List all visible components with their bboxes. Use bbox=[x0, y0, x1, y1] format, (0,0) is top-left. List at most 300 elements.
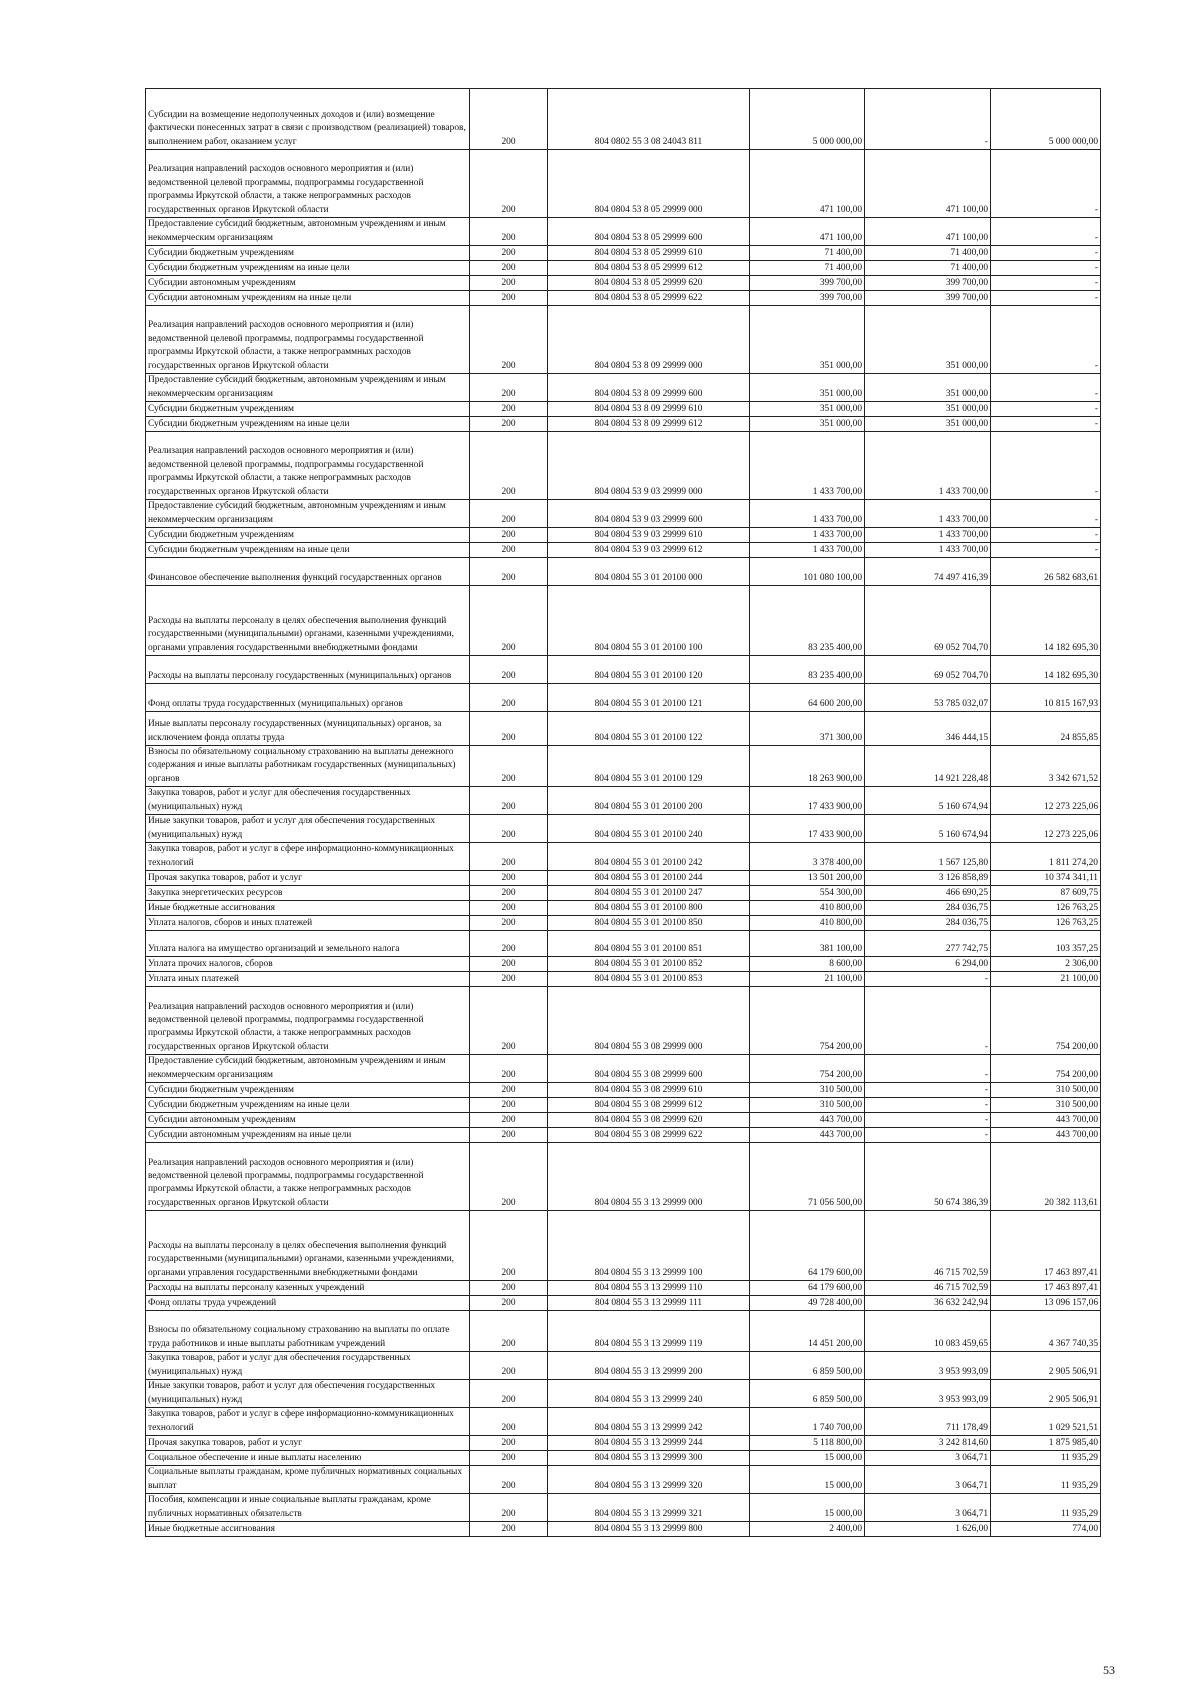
row-rest-cell: 443 700,00 bbox=[991, 1128, 1101, 1143]
row-name-cell: Уплата прочих налогов, сборов bbox=[146, 957, 470, 972]
row-name-cell: Субсидии на возмещение недополученных доходов и (или) возмещение фактически понесенных затрат в связи с производством (реализацией) товаров, выполнением работ, оказанием услуг bbox=[146, 89, 470, 150]
row-done-cell: 399 700,00 bbox=[865, 291, 991, 306]
row-plan-cell: 18 263 900,00 bbox=[750, 746, 865, 787]
row-kbk-cell: 804 0804 55 3 01 20100 800 bbox=[548, 901, 750, 916]
row-done-cell: 69 052 704,70 bbox=[865, 656, 991, 684]
row-kbk-cell: 804 0804 55 3 01 20100 242 bbox=[548, 843, 750, 871]
row-kbk-cell: 804 0804 55 3 13 29999 100 bbox=[548, 1211, 750, 1281]
row-rest-cell: 126 763,25 bbox=[991, 916, 1101, 931]
row-plan-cell: 351 000,00 bbox=[750, 402, 865, 417]
row-code-cell: 200 bbox=[470, 586, 548, 656]
table-row bbox=[146, 746, 1101, 787]
table-row bbox=[146, 843, 1101, 871]
row-name-cell: Реализация направлений расходов основного мероприятия и (или) ведомственной целевой программы, подпрограммы государственной программы Иркутской области, а также непрограммных расходов государственных органов Иркутской области bbox=[146, 432, 470, 500]
table-row bbox=[146, 1211, 1101, 1281]
row-plan-cell: 554 300,00 bbox=[750, 886, 865, 901]
row-kbk-cell: 804 0804 55 3 13 29999 321 bbox=[548, 1494, 750, 1522]
row-plan-cell: 410 800,00 bbox=[750, 916, 865, 931]
row-done-cell: 46 715 702,59 bbox=[865, 1211, 991, 1281]
row-kbk-cell: 804 0804 53 8 05 29999 610 bbox=[548, 246, 750, 261]
row-rest-cell: 11 935,29 bbox=[991, 1466, 1101, 1494]
row-rest-cell: - bbox=[991, 261, 1101, 276]
row-rest-cell: 10 815 167,93 bbox=[991, 684, 1101, 712]
row-kbk-cell: 804 0804 55 3 01 20100 247 bbox=[548, 886, 750, 901]
row-name-cell: Предоставление субсидий бюджетным, автономным учреждениям и иным некоммерческим организациям bbox=[146, 374, 470, 402]
row-code-cell: 200 bbox=[470, 432, 548, 500]
table-row bbox=[146, 1380, 1101, 1408]
row-kbk-cell: 804 0804 55 3 08 29999 600 bbox=[548, 1055, 750, 1083]
row-done-cell: 471 100,00 bbox=[865, 218, 991, 246]
table-row bbox=[146, 815, 1101, 843]
table-row bbox=[146, 402, 1101, 417]
row-code-cell: 200 bbox=[470, 1128, 548, 1143]
budget-execution-table bbox=[145, 88, 1101, 1537]
row-plan-cell: 1 433 700,00 bbox=[750, 432, 865, 500]
row-code-cell: 200 bbox=[470, 1451, 548, 1466]
row-rest-cell: - bbox=[991, 218, 1101, 246]
table-row bbox=[146, 150, 1101, 218]
row-done-cell: 1 433 700,00 bbox=[865, 528, 991, 543]
row-rest-cell: 103 357,25 bbox=[991, 931, 1101, 957]
row-kbk-cell: 804 0804 53 8 05 29999 620 bbox=[548, 276, 750, 291]
table-row bbox=[146, 1281, 1101, 1296]
row-rest-cell: - bbox=[991, 306, 1101, 374]
row-done-cell: - bbox=[865, 1083, 991, 1098]
table-row bbox=[146, 957, 1101, 972]
table-row bbox=[146, 558, 1101, 586]
table-row bbox=[146, 1083, 1101, 1098]
table-row bbox=[146, 1311, 1101, 1352]
row-code-cell: 200 bbox=[470, 886, 548, 901]
row-kbk-cell: 804 0804 55 3 01 20100 853 bbox=[548, 972, 750, 987]
row-plan-cell: 310 500,00 bbox=[750, 1083, 865, 1098]
row-rest-cell: 87 609,75 bbox=[991, 886, 1101, 901]
row-kbk-cell: 804 0804 55 3 01 20100 122 bbox=[548, 712, 750, 746]
row-rest-cell: 11 935,29 bbox=[991, 1494, 1101, 1522]
row-kbk-cell: 804 0804 55 3 13 29999 000 bbox=[548, 1143, 750, 1211]
row-plan-cell: 399 700,00 bbox=[750, 276, 865, 291]
row-plan-cell: 381 100,00 bbox=[750, 931, 865, 957]
table-row bbox=[146, 291, 1101, 306]
row-code-cell: 200 bbox=[470, 1113, 548, 1128]
row-plan-cell: 49 728 400,00 bbox=[750, 1296, 865, 1311]
row-done-cell: 36 632 242,94 bbox=[865, 1296, 991, 1311]
row-plan-cell: 471 100,00 bbox=[750, 218, 865, 246]
row-plan-cell: 101 080 100,00 bbox=[750, 558, 865, 586]
row-kbk-cell: 804 0804 55 3 01 20100 121 bbox=[548, 684, 750, 712]
row-code-cell: 200 bbox=[470, 916, 548, 931]
row-plan-cell: 1 433 700,00 bbox=[750, 528, 865, 543]
row-code-cell: 200 bbox=[470, 815, 548, 843]
row-plan-cell: 2 400,00 bbox=[750, 1522, 865, 1537]
row-code-cell: 200 bbox=[470, 1380, 548, 1408]
row-code-cell: 200 bbox=[470, 306, 548, 374]
row-rest-cell: 5 000 000,00 bbox=[991, 89, 1101, 150]
row-done-cell: 284 036,75 bbox=[865, 901, 991, 916]
row-rest-cell: - bbox=[991, 500, 1101, 528]
row-kbk-cell: 804 0804 53 8 05 29999 622 bbox=[548, 291, 750, 306]
row-name-cell: Уплата иных платежей bbox=[146, 972, 470, 987]
row-kbk-cell: 804 0804 55 3 01 20100 129 bbox=[548, 746, 750, 787]
row-code-cell: 200 bbox=[470, 901, 548, 916]
row-plan-cell: 351 000,00 bbox=[750, 306, 865, 374]
row-name-cell: Социальное обеспечение и иные выплаты населению bbox=[146, 1451, 470, 1466]
row-done-cell: - bbox=[865, 1128, 991, 1143]
row-done-cell: 71 400,00 bbox=[865, 246, 991, 261]
row-plan-cell: 471 100,00 bbox=[750, 150, 865, 218]
row-plan-cell: 1 433 700,00 bbox=[750, 543, 865, 558]
table-row bbox=[146, 89, 1101, 150]
table-row bbox=[146, 543, 1101, 558]
row-done-cell: 351 000,00 bbox=[865, 374, 991, 402]
table-row bbox=[146, 246, 1101, 261]
row-rest-cell: 26 582 683,61 bbox=[991, 558, 1101, 586]
row-kbk-cell: 804 0804 55 3 01 20100 240 bbox=[548, 815, 750, 843]
row-name-cell: Расходы на выплаты персоналу в целях обеспечения выполнения функций государственными (муниципальными) органами, казенными учреждениями, органами управления государственными внебюджетными фондами bbox=[146, 586, 470, 656]
row-code-cell: 200 bbox=[470, 291, 548, 306]
row-done-cell: - bbox=[865, 1113, 991, 1128]
row-code-cell: 200 bbox=[470, 1311, 548, 1352]
row-kbk-cell: 804 0804 53 8 05 29999 000 bbox=[548, 150, 750, 218]
row-plan-cell: 8 600,00 bbox=[750, 957, 865, 972]
row-kbk-cell: 804 0804 53 8 09 29999 000 bbox=[548, 306, 750, 374]
row-code-cell: 200 bbox=[470, 987, 548, 1055]
row-plan-cell: 14 451 200,00 bbox=[750, 1311, 865, 1352]
row-rest-cell: 10 374 341,11 bbox=[991, 871, 1101, 886]
table-row bbox=[146, 916, 1101, 931]
row-rest-cell: 20 382 113,61 bbox=[991, 1143, 1101, 1211]
row-name-cell: Субсидии бюджетным учреждениям bbox=[146, 528, 470, 543]
table-row bbox=[146, 1055, 1101, 1083]
table-row bbox=[146, 1466, 1101, 1494]
row-name-cell: Закупка товаров, работ и услуг для обеспечения государственных (муниципальных) нужд bbox=[146, 787, 470, 815]
row-kbk-cell: 804 0804 53 8 05 29999 600 bbox=[548, 218, 750, 246]
row-plan-cell: 351 000,00 bbox=[750, 417, 865, 432]
row-name-cell: Взносы по обязательному социальному страхованию на выплаты денежного содержания и иные выплаты работникам государственных (муниципальных) органов bbox=[146, 746, 470, 787]
row-name-cell: Уплата налога на имущество организаций и земельного налога bbox=[146, 931, 470, 957]
row-kbk-cell: 804 0804 55 3 13 29999 242 bbox=[548, 1408, 750, 1436]
row-done-cell: 1 626,00 bbox=[865, 1522, 991, 1537]
table-row bbox=[146, 871, 1101, 886]
row-name-cell: Субсидии бюджетным учреждениям bbox=[146, 246, 470, 261]
row-code-cell: 200 bbox=[470, 746, 548, 787]
row-kbk-cell: 804 0804 55 3 08 29999 000 bbox=[548, 987, 750, 1055]
row-rest-cell: 11 935,29 bbox=[991, 1451, 1101, 1466]
row-name-cell: Закупка товаров, работ и услуг в сфере информационно-коммуникационных технологий bbox=[146, 843, 470, 871]
row-code-cell: 200 bbox=[470, 374, 548, 402]
row-rest-cell: 126 763,25 bbox=[991, 901, 1101, 916]
row-code-cell: 200 bbox=[470, 787, 548, 815]
table-row bbox=[146, 1436, 1101, 1451]
table-row bbox=[146, 931, 1101, 957]
row-kbk-cell: 804 0804 55 3 13 29999 240 bbox=[548, 1380, 750, 1408]
row-plan-cell: 21 100,00 bbox=[750, 972, 865, 987]
row-kbk-cell: 804 0804 55 3 13 29999 110 bbox=[548, 1281, 750, 1296]
row-plan-cell: 17 433 900,00 bbox=[750, 787, 865, 815]
row-kbk-cell: 804 0804 55 3 01 20100 244 bbox=[548, 871, 750, 886]
row-done-cell: 1 567 125,80 bbox=[865, 843, 991, 871]
table-row bbox=[146, 218, 1101, 246]
row-rest-cell: 310 500,00 bbox=[991, 1083, 1101, 1098]
row-name-cell: Расходы на выплаты персоналу государственных (муниципальных) органов bbox=[146, 656, 470, 684]
row-rest-cell: 14 182 695,30 bbox=[991, 586, 1101, 656]
row-done-cell: 351 000,00 bbox=[865, 402, 991, 417]
row-rest-cell: 24 855,85 bbox=[991, 712, 1101, 746]
row-code-cell: 200 bbox=[470, 276, 548, 291]
row-plan-cell: 17 433 900,00 bbox=[750, 815, 865, 843]
row-done-cell: - bbox=[865, 89, 991, 150]
row-rest-cell: - bbox=[991, 432, 1101, 500]
table-row bbox=[146, 261, 1101, 276]
row-name-cell: Реализация направлений расходов основного мероприятия и (или) ведомственной целевой программы, подпрограммы государственной программы Иркутской области, а также непрограммных расходов государственных органов Иркутской области bbox=[146, 1143, 470, 1211]
row-plan-cell: 64 179 600,00 bbox=[750, 1281, 865, 1296]
row-name-cell: Субсидии бюджетным учреждениям bbox=[146, 402, 470, 417]
row-code-cell: 200 bbox=[470, 684, 548, 712]
row-code-cell: 200 bbox=[470, 656, 548, 684]
row-name-cell: Субсидии автономным учреждениям на иные цели bbox=[146, 1128, 470, 1143]
row-rest-cell: 14 182 695,30 bbox=[991, 656, 1101, 684]
table-row bbox=[146, 886, 1101, 901]
table-row bbox=[146, 987, 1101, 1055]
row-code-cell: 200 bbox=[470, 1522, 548, 1537]
row-code-cell: 200 bbox=[470, 218, 548, 246]
row-rest-cell: - bbox=[991, 150, 1101, 218]
row-kbk-cell: 804 0804 55 3 01 20100 850 bbox=[548, 916, 750, 931]
row-rest-cell: 310 500,00 bbox=[991, 1098, 1101, 1113]
row-code-cell: 200 bbox=[470, 558, 548, 586]
table-row bbox=[146, 1352, 1101, 1380]
row-code-cell: 200 bbox=[470, 1436, 548, 1451]
row-kbk-cell: 804 0804 55 3 08 29999 622 bbox=[548, 1128, 750, 1143]
table-row bbox=[146, 1098, 1101, 1113]
row-name-cell: Прочая закупка товаров, работ и услуг bbox=[146, 871, 470, 886]
row-rest-cell: - bbox=[991, 374, 1101, 402]
row-kbk-cell: 804 0804 55 3 13 29999 800 bbox=[548, 1522, 750, 1537]
row-kbk-cell: 804 0804 55 3 08 29999 612 bbox=[548, 1098, 750, 1113]
row-done-cell: 277 742,75 bbox=[865, 931, 991, 957]
row-code-cell: 200 bbox=[470, 528, 548, 543]
row-kbk-cell: 804 0804 55 3 01 20100 200 bbox=[548, 787, 750, 815]
row-done-cell: 46 715 702,59 bbox=[865, 1281, 991, 1296]
table-row bbox=[146, 1143, 1101, 1211]
row-name-cell: Уплата налогов, сборов и иных платежей bbox=[146, 916, 470, 931]
row-rest-cell: 1 029 521,51 bbox=[991, 1408, 1101, 1436]
row-plan-cell: 83 235 400,00 bbox=[750, 656, 865, 684]
row-name-cell: Реализация направлений расходов основного мероприятия и (или) ведомственной целевой программы, подпрограммы государственной программы Иркутской области, а также непрограммных расходов государственных органов Иркутской области bbox=[146, 987, 470, 1055]
row-rest-cell: 3 342 671,52 bbox=[991, 746, 1101, 787]
row-kbk-cell: 804 0804 55 3 01 20100 100 bbox=[548, 586, 750, 656]
row-rest-cell: - bbox=[991, 528, 1101, 543]
row-done-cell: 284 036,75 bbox=[865, 916, 991, 931]
row-name-cell: Закупка товаров, работ и услуг для обеспечения государственных (муниципальных) нужд bbox=[146, 1352, 470, 1380]
row-name-cell: Иные закупки товаров, работ и услуг для обеспечения государственных (муниципальных) нужд bbox=[146, 1380, 470, 1408]
row-done-cell: 346 444,15 bbox=[865, 712, 991, 746]
row-plan-cell: 64 600 200,00 bbox=[750, 684, 865, 712]
row-rest-cell: 17 463 897,41 bbox=[991, 1211, 1101, 1281]
table-row bbox=[146, 1113, 1101, 1128]
row-plan-cell: 754 200,00 bbox=[750, 1055, 865, 1083]
row-rest-cell: 2 905 506,91 bbox=[991, 1352, 1101, 1380]
row-done-cell: 3 064,71 bbox=[865, 1466, 991, 1494]
row-done-cell: 50 674 386,39 bbox=[865, 1143, 991, 1211]
row-plan-cell: 1 740 700,00 bbox=[750, 1408, 865, 1436]
table-row bbox=[146, 656, 1101, 684]
table-row bbox=[146, 432, 1101, 500]
row-code-cell: 200 bbox=[470, 1281, 548, 1296]
row-rest-cell: 12 273 225,06 bbox=[991, 815, 1101, 843]
row-done-cell: 10 083 459,65 bbox=[865, 1311, 991, 1352]
row-name-cell: Предоставление субсидий бюджетным, автономным учреждениям и иным некоммерческим организациям bbox=[146, 500, 470, 528]
row-done-cell: 71 400,00 bbox=[865, 261, 991, 276]
row-name-cell: Фонд оплаты труда учреждений bbox=[146, 1296, 470, 1311]
row-kbk-cell: 804 0804 53 8 09 29999 600 bbox=[548, 374, 750, 402]
row-kbk-cell: 804 0804 53 9 03 29999 612 bbox=[548, 543, 750, 558]
row-plan-cell: 83 235 400,00 bbox=[750, 586, 865, 656]
row-plan-cell: 15 000,00 bbox=[750, 1494, 865, 1522]
table-row bbox=[146, 500, 1101, 528]
row-plan-cell: 15 000,00 bbox=[750, 1451, 865, 1466]
row-code-cell: 200 bbox=[470, 1098, 548, 1113]
row-done-cell: 3 242 814,60 bbox=[865, 1436, 991, 1451]
row-rest-cell: 2 306,00 bbox=[991, 957, 1101, 972]
row-name-cell: Финансовое обеспечение выполнения функций государственных органов bbox=[146, 558, 470, 586]
row-name-cell: Закупка энергетических ресурсов bbox=[146, 886, 470, 901]
row-plan-cell: 310 500,00 bbox=[750, 1098, 865, 1113]
row-name-cell: Иные закупки товаров, работ и услуг для обеспечения государственных (муниципальных) нужд bbox=[146, 815, 470, 843]
row-kbk-cell: 804 0804 55 3 01 20100 851 bbox=[548, 931, 750, 957]
row-rest-cell: - bbox=[991, 543, 1101, 558]
row-name-cell: Субсидии автономным учреждениям на иные цели bbox=[146, 291, 470, 306]
row-kbk-cell: 804 0804 53 8 05 29999 612 bbox=[548, 261, 750, 276]
table-row bbox=[146, 1408, 1101, 1436]
row-rest-cell: 443 700,00 bbox=[991, 1113, 1101, 1128]
row-plan-cell: 399 700,00 bbox=[750, 291, 865, 306]
row-kbk-cell: 804 0804 53 9 03 29999 610 bbox=[548, 528, 750, 543]
row-kbk-cell: 804 0804 55 3 01 20100 852 bbox=[548, 957, 750, 972]
table-row bbox=[146, 374, 1101, 402]
row-kbk-cell: 804 0804 55 3 01 20100 120 bbox=[548, 656, 750, 684]
row-name-cell: Социальные выплаты гражданам, кроме публичных нормативных социальных выплат bbox=[146, 1466, 470, 1494]
row-rest-cell: 1 875 985,40 bbox=[991, 1436, 1101, 1451]
row-kbk-cell: 804 0804 55 3 08 29999 610 bbox=[548, 1083, 750, 1098]
row-rest-cell: - bbox=[991, 276, 1101, 291]
table-row bbox=[146, 684, 1101, 712]
row-code-cell: 200 bbox=[470, 417, 548, 432]
row-code-cell: 200 bbox=[470, 1494, 548, 1522]
row-done-cell: 5 160 674,94 bbox=[865, 815, 991, 843]
row-name-cell: Субсидии бюджетным учреждениям на иные цели bbox=[146, 1098, 470, 1113]
row-name-cell: Субсидии бюджетным учреждениям на иные цели bbox=[146, 261, 470, 276]
row-rest-cell: 754 200,00 bbox=[991, 987, 1101, 1055]
row-rest-cell: 12 273 225,06 bbox=[991, 787, 1101, 815]
row-kbk-cell: 804 0804 55 3 01 20100 000 bbox=[548, 558, 750, 586]
row-kbk-cell: 804 0804 55 3 13 29999 119 bbox=[548, 1311, 750, 1352]
row-done-cell: - bbox=[865, 1055, 991, 1083]
row-rest-cell: 1 811 274,20 bbox=[991, 843, 1101, 871]
row-name-cell: Субсидии бюджетным учреждениям на иные цели bbox=[146, 543, 470, 558]
row-done-cell: 1 433 700,00 bbox=[865, 500, 991, 528]
table-row bbox=[146, 712, 1101, 746]
row-kbk-cell: 804 0804 55 3 13 29999 244 bbox=[548, 1436, 750, 1451]
row-done-cell: 5 160 674,94 bbox=[865, 787, 991, 815]
row-rest-cell: 4 367 740,35 bbox=[991, 1311, 1101, 1352]
row-name-cell: Субсидии бюджетным учреждениям на иные цели bbox=[146, 417, 470, 432]
table-row bbox=[146, 586, 1101, 656]
row-code-cell: 200 bbox=[470, 972, 548, 987]
row-code-cell: 200 bbox=[470, 150, 548, 218]
row-name-cell: Реализация направлений расходов основного мероприятия и (или) ведомственной целевой программы, подпрограммы государственной программы Иркутской области, а также непрограммных расходов государственных органов Иркутской области bbox=[146, 150, 470, 218]
row-rest-cell: 21 100,00 bbox=[991, 972, 1101, 987]
row-done-cell: 53 785 032,07 bbox=[865, 684, 991, 712]
table-body bbox=[146, 89, 1101, 1537]
row-code-cell: 200 bbox=[470, 500, 548, 528]
row-done-cell: 711 178,49 bbox=[865, 1408, 991, 1436]
row-plan-cell: 443 700,00 bbox=[750, 1128, 865, 1143]
page-number: 53 bbox=[1103, 1663, 1115, 1677]
row-rest-cell: 13 096 157,06 bbox=[991, 1296, 1101, 1311]
row-name-cell: Иные бюджетные ассигнования bbox=[146, 901, 470, 916]
row-done-cell: 3 126 858,89 bbox=[865, 871, 991, 886]
row-done-cell: 3 064,71 bbox=[865, 1451, 991, 1466]
row-done-cell: 74 497 416,39 bbox=[865, 558, 991, 586]
row-done-cell: 351 000,00 bbox=[865, 306, 991, 374]
row-kbk-cell: 804 0804 53 9 03 29999 000 bbox=[548, 432, 750, 500]
row-done-cell: - bbox=[865, 1098, 991, 1113]
row-plan-cell: 351 000,00 bbox=[750, 374, 865, 402]
row-name-cell: Пособия, компенсации и иные социальные выплаты гражданам, кроме публичных нормативных обязательств bbox=[146, 1494, 470, 1522]
row-kbk-cell: 804 0804 53 8 09 29999 610 bbox=[548, 402, 750, 417]
row-name-cell: Субсидии автономным учреждениям bbox=[146, 276, 470, 291]
row-kbk-cell: 804 0804 53 9 03 29999 600 bbox=[548, 500, 750, 528]
row-name-cell: Фонд оплаты труда государственных (муниципальных) органов bbox=[146, 684, 470, 712]
row-done-cell: 399 700,00 bbox=[865, 276, 991, 291]
row-done-cell: 1 433 700,00 bbox=[865, 432, 991, 500]
table-row bbox=[146, 901, 1101, 916]
row-code-cell: 200 bbox=[470, 543, 548, 558]
row-plan-cell: 371 300,00 bbox=[750, 712, 865, 746]
row-plan-cell: 5 000 000,00 bbox=[750, 89, 865, 150]
row-plan-cell: 410 800,00 bbox=[750, 901, 865, 916]
budget-table-page bbox=[145, 88, 1100, 1537]
row-name-cell: Прочая закупка товаров, работ и услуг bbox=[146, 1436, 470, 1451]
row-kbk-cell: 804 0804 55 3 13 29999 300 bbox=[548, 1451, 750, 1466]
row-done-cell: 1 433 700,00 bbox=[865, 543, 991, 558]
table-row bbox=[146, 528, 1101, 543]
row-code-cell: 200 bbox=[470, 246, 548, 261]
row-name-cell: Субсидии автономным учреждениям bbox=[146, 1113, 470, 1128]
row-name-cell: Расходы на выплаты персоналу казенных учреждений bbox=[146, 1281, 470, 1296]
row-name-cell: Иные выплаты персоналу государственных (муниципальных) органов, за исключением фонда оплаты труда bbox=[146, 712, 470, 746]
row-plan-cell: 6 859 500,00 bbox=[750, 1380, 865, 1408]
row-plan-cell: 71 400,00 bbox=[750, 246, 865, 261]
row-kbk-cell: 804 0804 55 3 13 29999 111 bbox=[548, 1296, 750, 1311]
row-done-cell: 466 690,25 bbox=[865, 886, 991, 901]
row-name-cell: Предоставление субсидий бюджетным, автономным учреждениям и иным некоммерческим организациям bbox=[146, 218, 470, 246]
row-code-cell: 200 bbox=[470, 402, 548, 417]
row-done-cell: 3 953 993,09 bbox=[865, 1380, 991, 1408]
table-row bbox=[146, 276, 1101, 291]
row-code-cell: 200 bbox=[470, 1408, 548, 1436]
row-kbk-cell: 804 0804 55 3 08 29999 620 bbox=[548, 1113, 750, 1128]
row-code-cell: 200 bbox=[470, 1055, 548, 1083]
row-done-cell: 6 294,00 bbox=[865, 957, 991, 972]
row-done-cell: 3 953 993,09 bbox=[865, 1352, 991, 1380]
row-code-cell: 200 bbox=[470, 1143, 548, 1211]
table-row bbox=[146, 1494, 1101, 1522]
row-rest-cell: 2 905 506,91 bbox=[991, 1380, 1101, 1408]
row-done-cell: - bbox=[865, 972, 991, 987]
row-name-cell: Реализация направлений расходов основного мероприятия и (или) ведомственной целевой программы, подпрограммы государственной программы Иркутской области, а также непрограммных расходов государственных органов Иркутской области bbox=[146, 306, 470, 374]
